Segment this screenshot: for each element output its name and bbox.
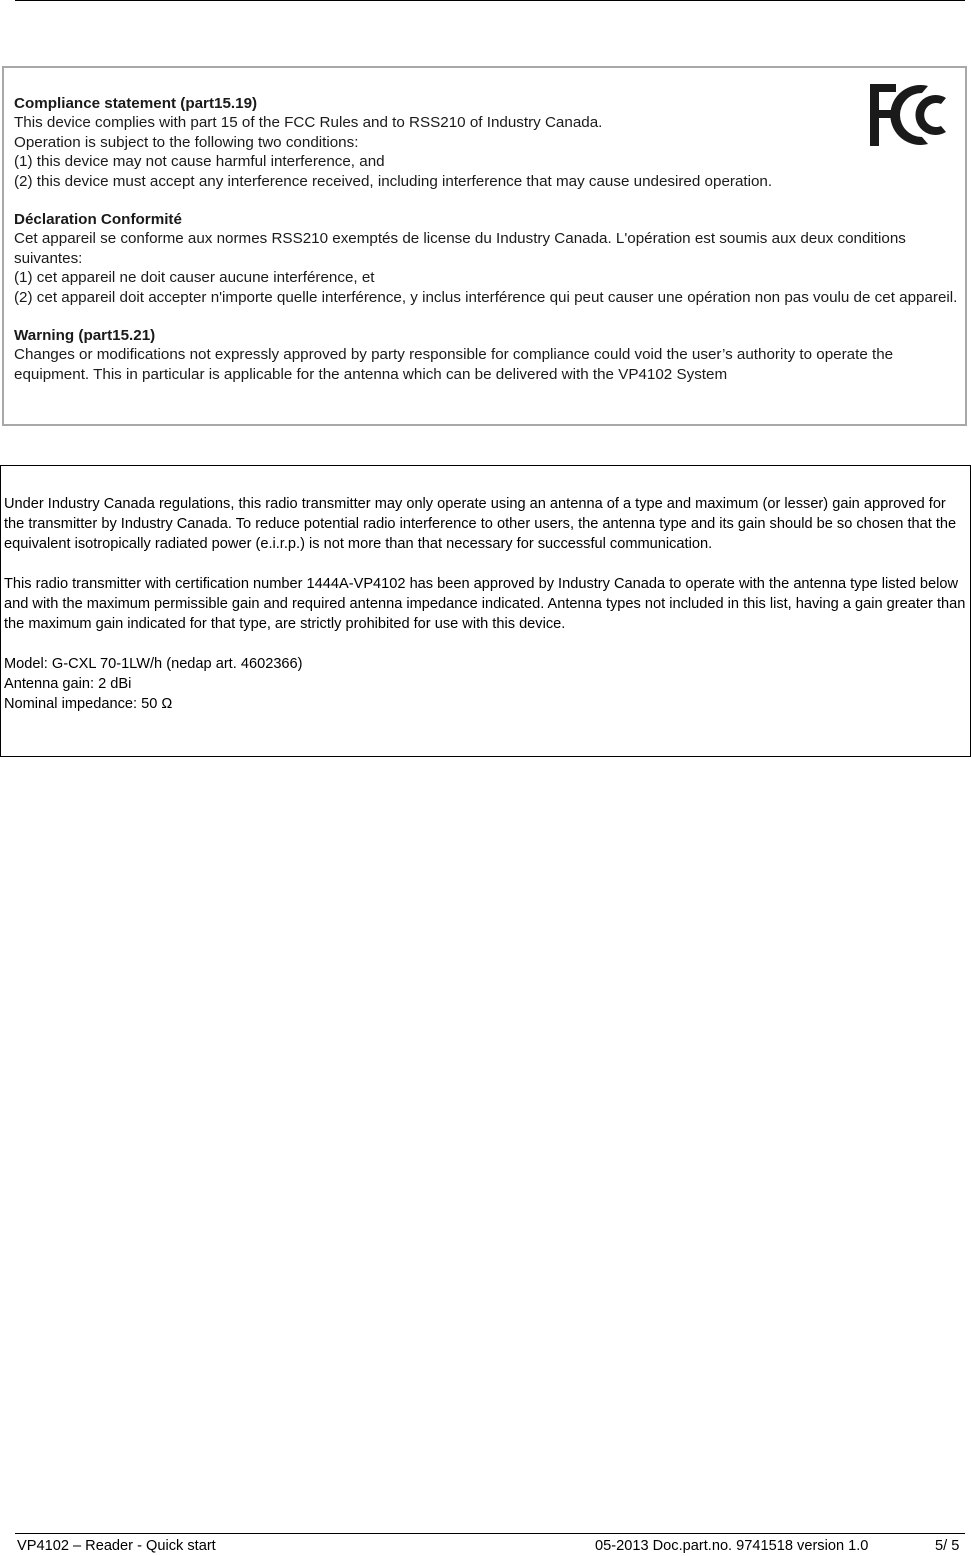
declaration-line: (2) cet appareil doit accepter n'importe quelle interférence, y inclus interférence qui peut causer une opération non pas voulu de cet appareil. <box>14 288 958 306</box>
declaration-line: Cet appareil se conforme aux normes RSS210 exemptés de license du Industry Canada. L'opération est soumis aux deux conditions suivantes: <box>14 230 906 267</box>
compliance-text <box>14 94 959 384</box>
declaration-line: (1) cet appareil ne doit causer aucune interférence, et <box>14 269 375 287</box>
ic-paragraph-certification: This radio transmitter with certification number 1444A-VP4102 has been approved by Industry Canada to operate with the antenna type listed below and with the maximum permissible gain and required antenna impedance indicated. Antenna types not included in this list, having a gain greater than the maximum gain indicated for that type, are strictly prohibited for use with this device. <box>4 576 966 632</box>
ic-paragraph-regulations: Under Industry Canada regulations, this radio transmitter may only operate using an antenna of a type and maximum (or lesser) gain approved for the transmitter by Industry Canada. To reduce potential radio interference to other users, the antenna type and its gain should be so chosen that the equivalent isotropically radiated power (e.i.r.p.) is not more than that necessary for successful communication. <box>4 496 957 552</box>
compliance-line: This device complies with part 15 of the FCC Rules and to RSS210 of Industry Canada. <box>14 114 603 132</box>
industry-canada-box <box>0 465 971 757</box>
compliance-line: Operation is subject to the following two conditions: <box>14 133 359 151</box>
page-number: 5/ 5 <box>935 1538 960 1554</box>
compliance-line: (1) this device may not cause harmful interference, and <box>14 153 385 171</box>
declaration-title: Déclaration Conformité <box>14 211 182 229</box>
compliance-title: Compliance statement (part15.19) <box>14 95 258 112</box>
industry-canada-text <box>4 494 968 714</box>
nominal-impedance: Nominal impedance: 50 Ω <box>4 696 173 712</box>
warning-title: Warning (part15.21) <box>14 327 156 345</box>
compliance-line: (2) this device must accept any interference received, including interference that may cause undesired operation. <box>14 172 773 190</box>
footer-doc-title: VP4102 – Reader - Quick start <box>17 1538 216 1554</box>
antenna-gain: Antenna gain: 2 dBi <box>4 676 132 692</box>
warning-text: Changes or modifications not expressly approved by party responsible for compliance could void the user’s authority to operate the equipment. This in particular is applicable for the antenna which can be delivered with the VP4102 System <box>14 346 894 383</box>
header-rule <box>15 0 965 1</box>
compliance-statement-image <box>2 66 967 426</box>
footer-doc-info: 05-2013 Doc.part.no. 9741518 version 1.0 <box>595 1538 869 1554</box>
footer-rule <box>15 1533 965 1534</box>
antenna-model: Model: G-CXL 70-1LW/h (nedap art. 4602366) <box>4 656 303 672</box>
